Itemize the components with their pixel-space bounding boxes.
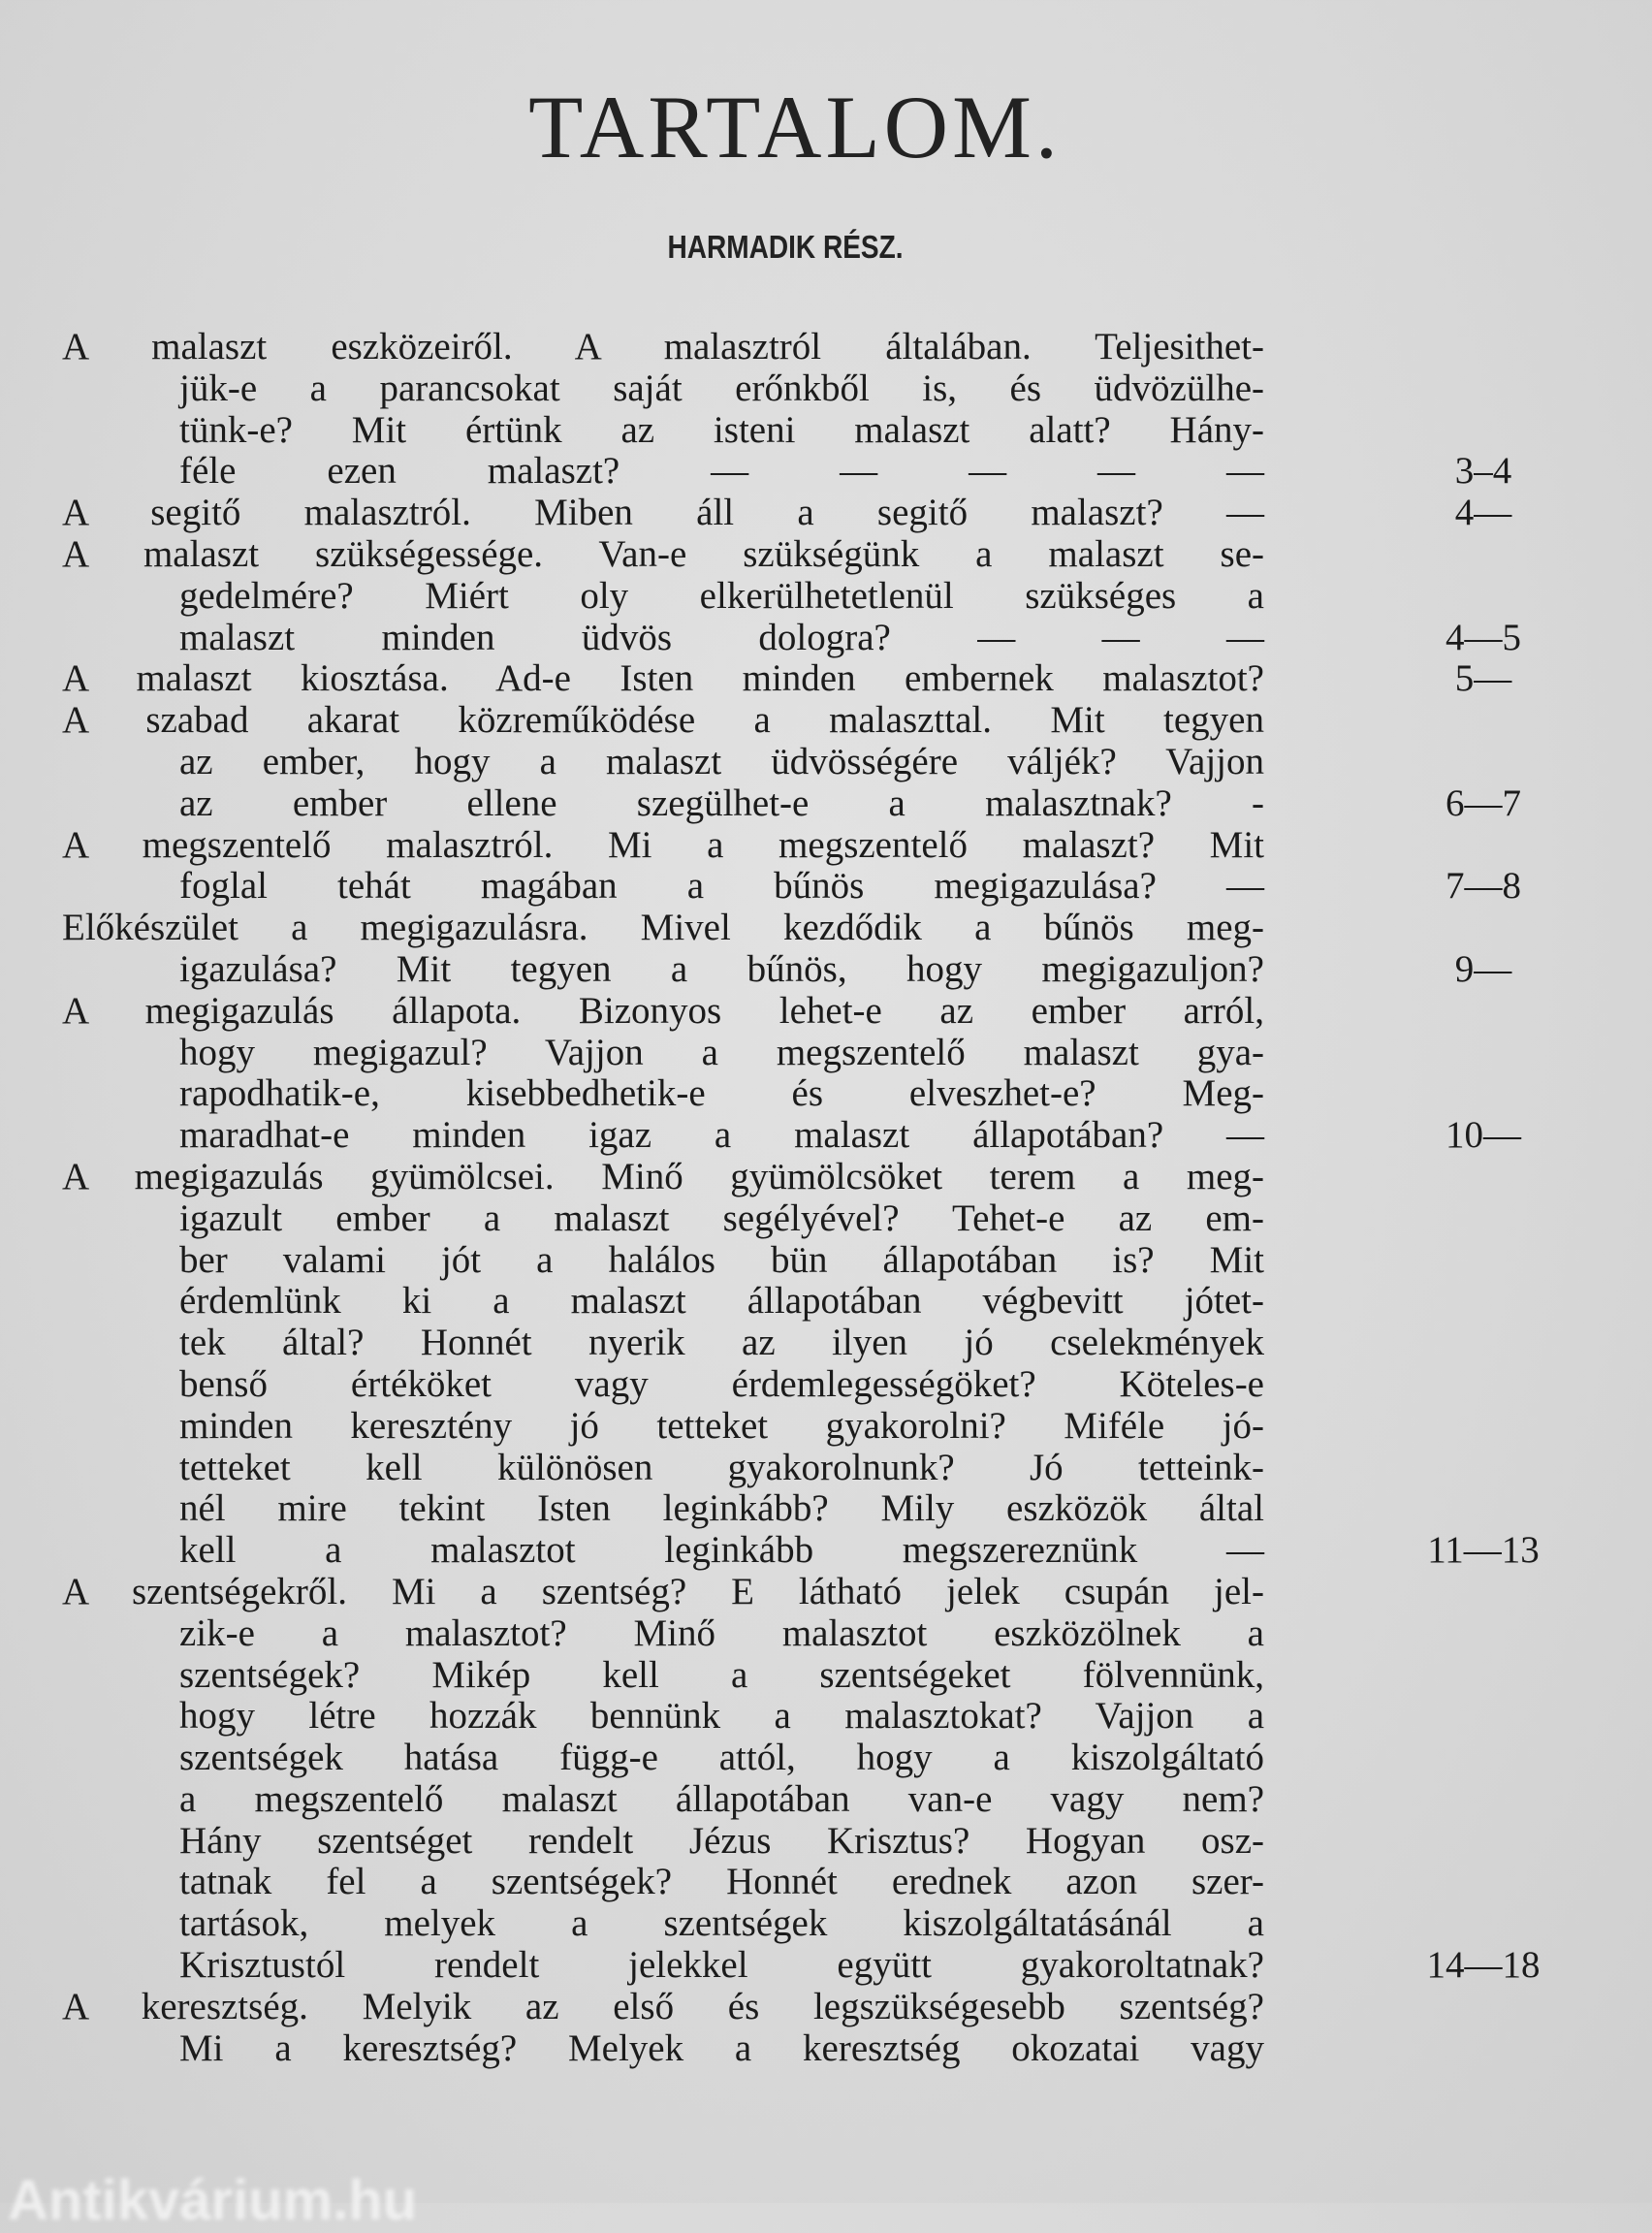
toc-entry-line: szentségek? Mikép kell a szentségeket fölvennünk, [179,1653,1264,1696]
toc-entry-line: igazult ember a malaszt segélyével? Tehet-e az em- [179,1196,1264,1239]
toc-entry [62,1155,1540,1572]
toc-entry-line: Előkészület a megigazulásra. Mivel kezdődik a bűnös meg- [62,907,1264,949]
toc-entry-line: zik-e a malasztot? Minő malasztot eszközölnek a [179,1611,1264,1654]
toc-entry [62,823,1521,909]
toc-entry-line: érdemlünk ki a malaszt állapotában végbevitt jótet- [179,1280,1264,1323]
toc-entry-line: hogy megigazul? Vajjon a megszentelő malaszt gya- [179,1031,1264,1073]
toc-entry [62,657,1512,700]
toc-entry-line: tünk-e? Mit értünk az isteni malaszt alatt? Hány- [179,408,1264,451]
toc-entry-line: tatnak fel a szentségek? Honnét erednek azon szer- [179,1861,1264,1903]
toc-entry-line: A segitő malasztról. Miben áll a segitő malaszt? — [62,492,1264,534]
page-range: 4— [1454,492,1512,534]
toc-entry-line: A malaszt eszközeiről. A malasztról általában. Teljesithet- [62,326,1264,367]
toc-entry-line: minden keresztény jó tetteket gyakorolni? Miféle jó- [179,1404,1264,1447]
page-range: 7—8 [1446,865,1521,908]
toc-entry-line: a megszentelő malaszt állapotában van-e vagy nem? [179,1777,1264,1820]
toc-entry-line: tetteket kell különösen gyakorolnunk? Jó tetteink- [179,1446,1264,1488]
toc-entry-line: hogy létre hozzák bennünk a malasztokat? Vajjon a [179,1695,1264,1738]
toc-entry-line: A malaszt kiosztása. Ad-e Isten minden embernek malasztot? [62,657,1264,700]
page-title: TARTALOM. [528,78,1062,176]
page-range: 5— [1454,657,1512,700]
toc-entry-line: A malaszt szükségessége. Van-e szükségünk a malaszt se- [62,532,1264,575]
page-range: 14—18 [1426,1944,1541,1987]
toc-entry-line: gedelmére? Miért oly elkerülhetetlenül szükséges a [179,574,1264,617]
toc-entry-line: A szabad akarat közreműködése a malaszttal. Mit tegyen [62,699,1264,742]
toc-entry-line: A megszentelő malasztról. Mi a megszentelő malaszt? Mit [62,823,1264,866]
toc-entry-line: féle ezen malaszt? — — — — — [179,450,1264,493]
toc-entry-line: az ember ellene szegülhet-e a malasztnak? - [179,782,1264,824]
toc-entry [62,907,1512,991]
page-range: 3–4 [1454,450,1512,493]
toc-entry [62,1570,1541,1987]
toc-entry-line: tartások, melyek a szentségek kiszolgáltatásánál a [179,1902,1264,1945]
page-range: 9— [1454,947,1512,990]
toc-entry-line: nél mire tekint Isten leginkább? Mily eszközök által [179,1487,1264,1530]
toc-entry [62,492,1512,534]
toc-entry [62,699,1521,824]
toc-entry-line: A keresztség. Melyik az első és legszükségesebb szentség? [62,1985,1264,2027]
toc-entry-line: rapodhatik-e, kisebbedhetik-e és elveszhet-e? Meg- [179,1072,1264,1115]
toc-entry [62,532,1521,658]
toc-entry [62,326,1512,493]
toc-entry-line: Hány szentséget rendelt Jézus Krisztus? Hogyan osz- [179,1819,1264,1862]
toc-entry-line: az ember, hogy a malaszt üdvösségére váljék? Vajjon [179,740,1264,782]
toc-entry-line: benső értéköket vagy érdemlegességöket? Köteles-e [179,1362,1264,1405]
toc-entry [62,1987,1264,2070]
toc-entry-line: jük-e a parancsokat saját erőnkből is, és üdvözülhe- [179,367,1264,409]
page-range: 4—5 [1446,616,1521,658]
page-range: 10— [1446,1114,1521,1157]
toc-entry-line: malaszt minden üdvös dologra? — — — [179,616,1264,658]
toc-entry-line: kell a malasztot leginkább megszereznünk — [179,1529,1264,1572]
page-range: 6—7 [1446,782,1521,824]
toc-entry [62,989,1521,1157]
section-heading: HARMADIK RÉSZ. [667,229,904,265]
toc-entry-line: ber valami jót a halálos bün állapotában is? Mit [179,1238,1264,1281]
toc-entry-line: tek által? Honnét nyerik az ilyen jó cselekmények [179,1322,1264,1364]
toc-entry-line: maradhat-e minden igaz a malaszt állapotában? — [179,1114,1264,1157]
page-range: 11—13 [1427,1529,1540,1572]
toc-entry-line: A szentségekről. Mi a szentség? E látható jelek csupán jel- [62,1570,1264,1612]
toc-entry-line: szentségek hatása függ-e attól, hogy a kiszolgáltató [179,1737,1264,1779]
toc-entry-line: A megigazulás állapota. Bizonyos lehet-e az ember arról, [62,989,1264,1032]
toc-entry-line: foglal tehát magában a bűnös megigazulása? — [179,865,1264,908]
toc-entry-line: igazulása? Mit tegyen a bűnös, hogy megigazuljon? [179,947,1264,990]
toc-entry-line: Mi a keresztség? Melyek a keresztség okozatai vagy [179,2026,1264,2069]
toc-entry-line: Krisztustól rendelt jelekkel együtt gyakoroltatnak? [179,1944,1264,1987]
watermark: Antikvárium.hu [8,2169,418,2232]
toc-entry-line: A megigazulás gyümölcsei. Minő gyümölcsöket terem a meg- [62,1155,1264,1197]
table-of-contents [62,326,1541,2069]
